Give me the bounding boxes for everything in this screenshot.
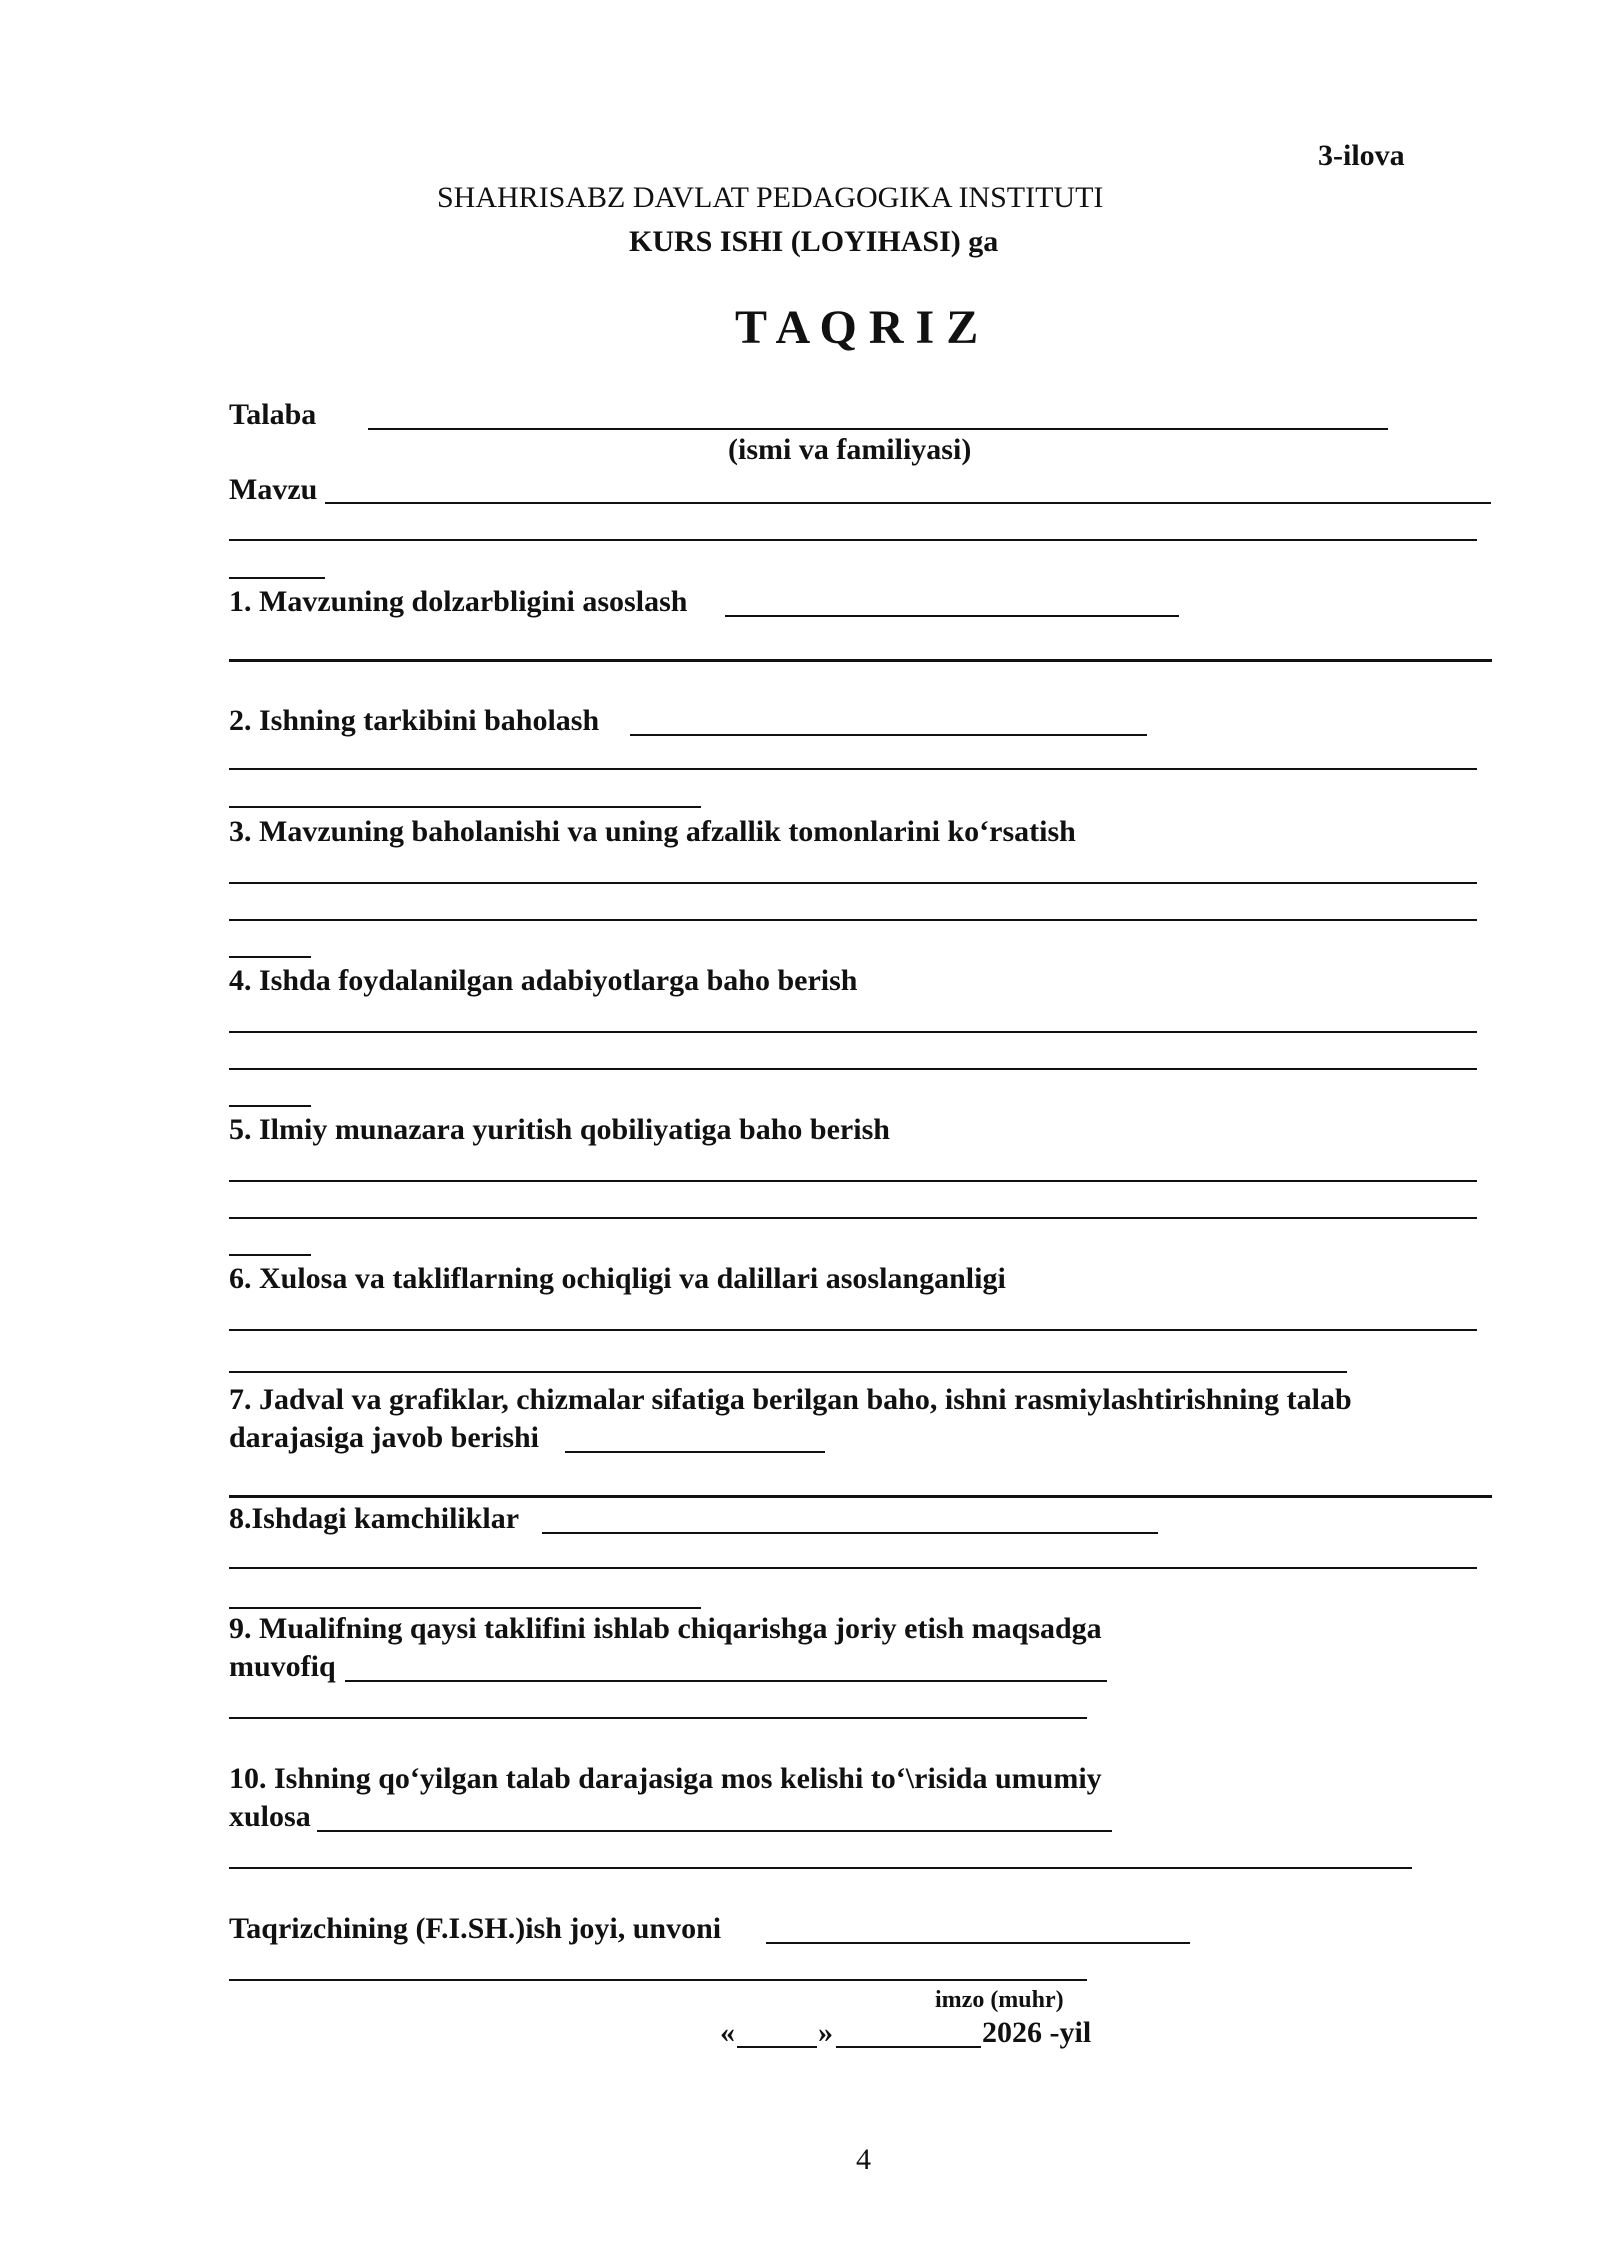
item-2-line-3[interactable]: [229, 806, 701, 808]
item-9-label: 9. Mualifning qaysi taklifini ishlab chiqarishga joriy etish maqsadga: [229, 1612, 1102, 1645]
item-6-label: 6. Xulosa va takliflarning ochiqligi va dalillari asoslanganligi: [229, 1262, 1006, 1295]
date-day-line[interactable]: [737, 2046, 817, 2048]
item-9-label-cont: muvofiq: [229, 1650, 336, 1683]
reviewer-label: Taqrizchining (F.I.SH.)ish joyi, unvoni: [229, 1912, 722, 1945]
item-2-line-2[interactable]: [229, 768, 1477, 770]
page-title: T A Q R I Z: [735, 301, 979, 354]
item-2-label: 2. Ishning tarkibini baholash: [229, 704, 600, 737]
item-6-line-2[interactable]: [229, 1371, 1347, 1373]
item-10-line-2[interactable]: [229, 1867, 1412, 1869]
item-7-label-cont: darajasiga javob berishi: [229, 1421, 540, 1454]
page-number: 4: [856, 2143, 871, 2176]
item-7-label: 7. Jadval va grafiklar, chizmalar sifatiga berilgan baho, ishni rasmiylashtirishning talab: [229, 1383, 1352, 1416]
item-4-label: 4. Ishda foydalanilgan adabiyotlarga baho berish: [229, 964, 858, 997]
item-7-line-2[interactable]: [229, 1495, 1492, 1498]
date-month-line[interactable]: [836, 2046, 981, 2048]
item-5-line-3[interactable]: [229, 1254, 311, 1256]
item-2-line-1[interactable]: [630, 734, 1147, 736]
item-4-line-2[interactable]: [229, 1068, 1477, 1070]
item-5-label: 5. Ilmiy munazara yuritish qobiliyatiga baho berish: [229, 1113, 890, 1146]
date-year: 2026 -yil: [982, 2016, 1092, 2049]
item-10-line-1[interactable]: [317, 1830, 1112, 1832]
item-1-line-2[interactable]: [229, 659, 1492, 662]
item-6-line-1[interactable]: [229, 1329, 1477, 1331]
item-4-line-1[interactable]: [229, 1031, 1477, 1033]
item-7-line-1[interactable]: [565, 1451, 825, 1453]
item-3-line-3[interactable]: [229, 956, 311, 958]
item-10-label: 10. Ishning qo‘yilgan talab darajasiga mos kelishi to‘\risida umumiy: [229, 1762, 1102, 1795]
item-4-line-3[interactable]: [229, 1105, 311, 1107]
date-open-quote: «: [720, 2016, 735, 2049]
reviewer-line-1[interactable]: [766, 1942, 1190, 1944]
topic-line-1[interactable]: [325, 502, 1491, 504]
topic-line-2[interactable]: [229, 539, 1477, 541]
student-name-line[interactable]: [368, 428, 1388, 430]
date-close-quote: »: [818, 2016, 833, 2049]
student-hint: (ismi va familiyasi): [728, 433, 972, 466]
item-8-label: 8.Ishdagi kamchiliklar: [229, 1502, 520, 1535]
item-9-line-1[interactable]: [345, 1680, 1107, 1682]
student-label: Talaba: [229, 398, 317, 431]
item-10-label-cont: xulosa: [229, 1800, 311, 1833]
item-3-label: 3. Mavzuning baholanishi va uning afzallik tomonlarini ko‘rsatish: [229, 815, 1076, 848]
reviewer-line-2[interactable]: [229, 1979, 1087, 1981]
institute-name: SHAHRISABZ DAVLAT PEDAGOGIKA INSTITUTI: [437, 181, 1104, 214]
item-3-line-1[interactable]: [229, 882, 1477, 884]
appendix-label: 3-ilova: [1318, 139, 1405, 172]
item-1-line-1[interactable]: [725, 615, 1179, 617]
item-3-line-2[interactable]: [229, 919, 1477, 921]
signature-label: imzo (muhr): [935, 1987, 1064, 2013]
document-type: KURS ISHI (LOYIHASI) ga: [629, 225, 999, 258]
item-1-label: 1. Mavzuning dolzarbligini asoslash: [229, 585, 688, 618]
item-5-line-1[interactable]: [229, 1180, 1477, 1182]
item-8-line-1[interactable]: [542, 1532, 1158, 1534]
item-8-line-2[interactable]: [229, 1567, 1477, 1569]
item-5-line-2[interactable]: [229, 1217, 1477, 1219]
item-9-line-2[interactable]: [229, 1717, 1087, 1719]
topic-label: Mavzu: [229, 473, 318, 506]
item-8-line-3[interactable]: [229, 1607, 701, 1609]
topic-line-3[interactable]: [229, 577, 325, 579]
